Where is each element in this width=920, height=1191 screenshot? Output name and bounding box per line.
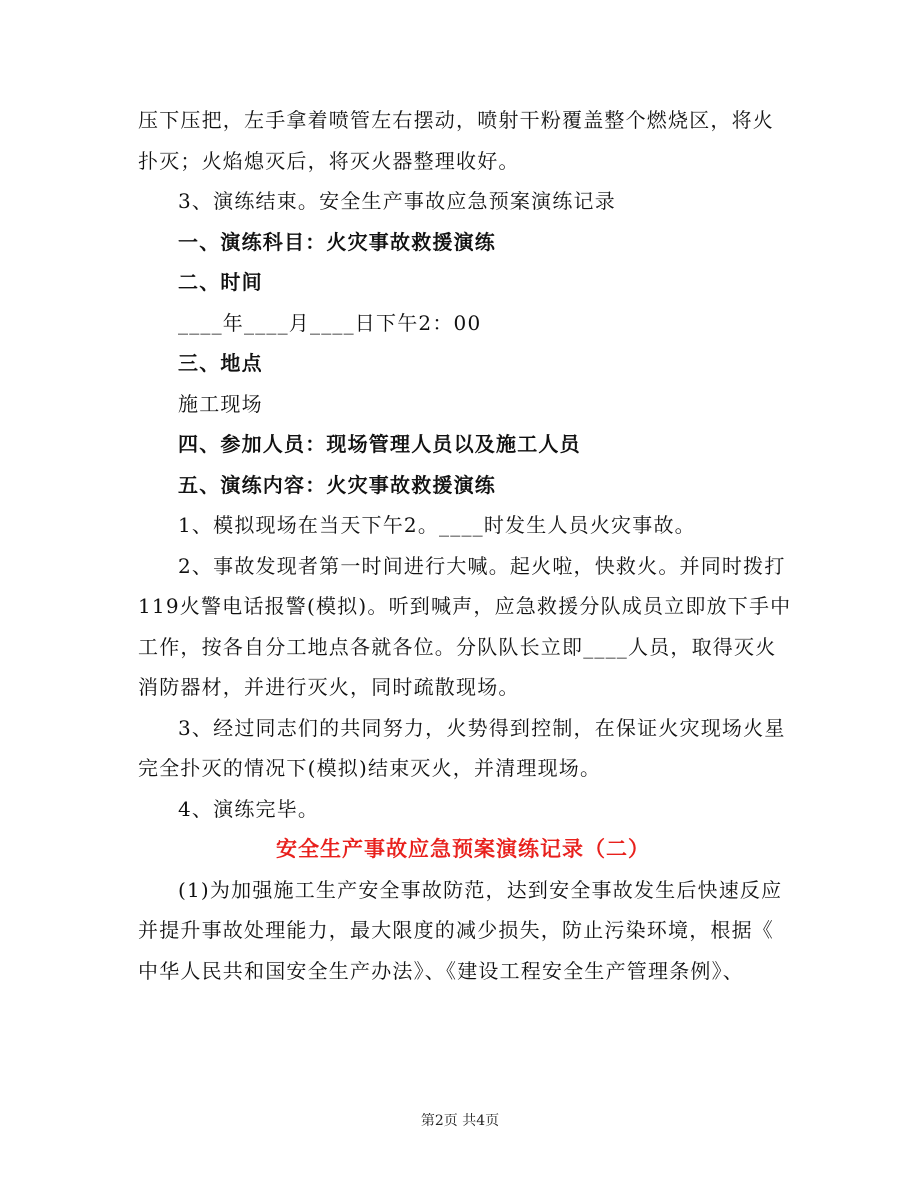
section-heading: 四、参加人员：现场管理人员以及施工人员: [178, 432, 581, 456]
paragraph-line: 3、演练结束。安全生产事故应急预案演练记录: [178, 189, 616, 213]
paragraph-line: 施工现场: [178, 391, 263, 416]
paragraph-line: 中华人民共和国安全生产办法》、《建设工程安全生产管理条例》、: [138, 958, 744, 983]
paragraph-line: 1、模拟现场在当天下午2。____时发生人员火灾事故。: [178, 513, 696, 537]
paragraph-line: 4、演练完毕。: [178, 796, 320, 821]
paragraph-line: 3、经过同志们的共同努力，火势得到控制，在保证火灾现场火星: [178, 715, 786, 740]
paragraph-line: 压下压把，左手拿着喷管左右摆动，喷射干粉覆盖整个燃烧区，将火: [138, 108, 774, 132]
page-footer: 第2页 共4页: [420, 1113, 500, 1129]
section-heading: 二、时间: [178, 270, 263, 294]
paragraph-line: 完全扑灭的情况下(模拟)结束灭火，并清理现场。: [138, 756, 602, 780]
section-heading: 五、演练内容：火灾事故救援演练: [178, 472, 496, 497]
document-title: 安全生产事故应急预案演练记录（二）: [276, 836, 650, 861]
paragraph-line: 扑灭；火焰熄灭后，将灭火器整理收好。: [138, 148, 520, 173]
date-line: ____年____月____日下午2：00: [178, 310, 482, 335]
document-body: [138, 100, 792, 991]
paragraph-line: 工作，按各自分工地点各就各位。分队队长立即____人员，取得灭火: [138, 634, 777, 659]
paragraph-line: 119火警电话报警(模拟)。听到喊声，应急救援分队成员立即放下手中: [138, 594, 792, 618]
paragraph-line: (1)为加强施工生产安全事故防范，达到安全事故发生后快速反应: [178, 877, 783, 902]
paragraph-line: 并提升事故处理能力，最大限度的减少损失，防止污染环境，根据《: [138, 918, 774, 942]
paragraph-line: 消防器材，并进行灭火，同时疏散现场。: [138, 675, 520, 699]
section-heading: 三、地点: [178, 351, 263, 375]
section-heading: 一、演练科目：火灾事故救援演练: [178, 229, 496, 254]
paragraph-line: 2、事故发现者第一时间进行大喊。起火啦，快救火。并同时拨打: [178, 553, 786, 578]
